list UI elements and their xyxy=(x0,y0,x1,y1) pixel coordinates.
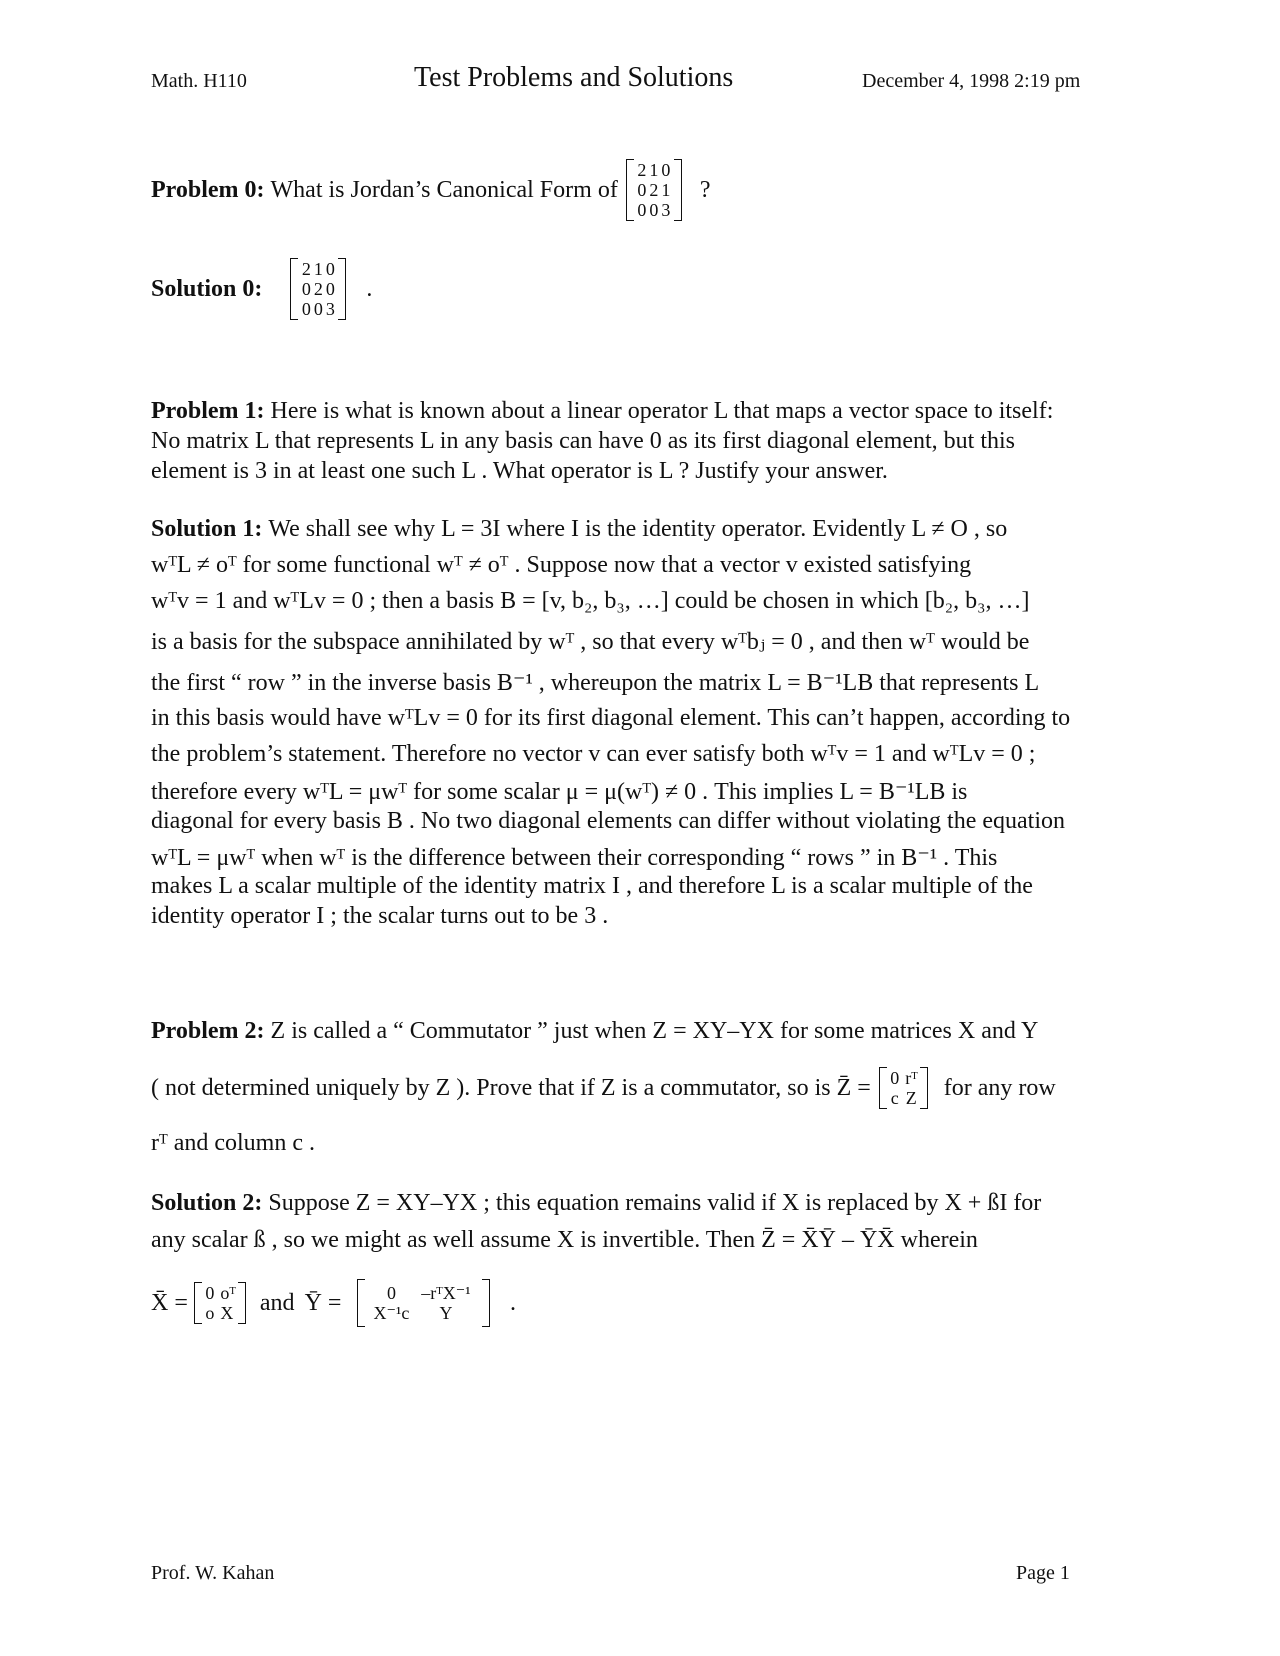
solution-1-line-5: the first “ row ” in the inverse basis B⁻¹ , whereupon the matrix L = B⁻¹LB that represents L xyxy=(151,670,1040,696)
problem-2-line-1: Problem 2: Z is called a “ Commutator ” just when Z = XY–YX for some matrices X and Y xyxy=(151,1018,1039,1044)
course-label: Math. H110 xyxy=(151,70,247,92)
solution-0-label: Solution 0: xyxy=(151,275,263,302)
solution-1-line-10: wᵀL = μwᵀ when wᵀ is the difference between their corresponding “ rows ” in B⁻¹ . This xyxy=(151,845,998,871)
xbar-matrix: 0 oᵀ o X xyxy=(194,1282,246,1324)
page-title: Test Problems and Solutions xyxy=(414,62,734,93)
problem-0-matrix: 2 1 0 0 2 1 0 0 3 xyxy=(626,159,682,221)
solution-1-line-11: makes L a scalar multiple of the identity matrix I , and therefore L is a scalar multiple of the xyxy=(151,873,1033,899)
solution-1-line-12: identity operator I ; the scalar turns out to be 3 . xyxy=(151,903,609,929)
xbar-label: X̄ = xyxy=(151,1289,188,1316)
footer-page-number: Page 1 xyxy=(1016,1562,1070,1584)
problem-2-line-3: rᵀ and column c . xyxy=(151,1130,315,1156)
solution-1-line-9: diagonal for every basis B . No two diagonal elements can differ without violating the equation xyxy=(151,808,1065,834)
solution-0-end: . xyxy=(366,275,373,302)
solution-0-matrix: 2 1 0 0 2 0 0 0 3 xyxy=(290,258,346,320)
solution-1-line-4: is a basis for the subspace annihilated by wᵀ , so that every wᵀbⱼ = 0 , and then wᵀ would be xyxy=(151,629,1030,655)
problem-1-line-2: No matrix L that represents L in any basis can have 0 as its first diagonal element, but this xyxy=(151,428,1015,454)
problem-2-line-2: ( not determined uniquely by Z ). Prove that if Z is a commutator, so is Z̄ = 0 rᵀ c Z for any row xyxy=(151,1068,1056,1108)
problem-1-label: Problem 1: xyxy=(151,398,265,424)
solution-0 xyxy=(151,248,372,330)
footer-author: Prof. W. Kahan xyxy=(151,1562,275,1584)
header-date: December 4, 1998 2:19 pm xyxy=(862,70,1081,92)
problem-1-line-3: element is 3 in at least one such L . What operator is L ? Justify your answer. xyxy=(151,458,888,484)
problem-2-matrix: 0 rᵀ c Z xyxy=(879,1067,928,1109)
solution-2-line-2: any scalar ß , so we might as well assume X is invertible. Then Z̄ = X̄Ȳ – ȲX̄ wherein xyxy=(151,1227,978,1253)
solution-2-line-3 xyxy=(151,1266,516,1340)
solution-2-label: Solution 2: xyxy=(151,1190,263,1216)
solution-1-line-1: Solution 1: We shall see why L = 3I where I is the identity operator. Evidently L ≠ O , so xyxy=(151,516,1008,542)
problem-0 xyxy=(151,150,710,230)
problem-0-label: Problem 0: xyxy=(151,176,265,203)
problem-0-text: What is Jordan’s Canonical Form of xyxy=(270,176,618,203)
solution-1-line-6: in this basis would have wᵀLv = 0 for its first diagonal element. This can’t happen, according to xyxy=(151,705,1071,731)
solution-1-line-8: therefore every wᵀL = μwᵀ for some scalar μ = μ(wᵀ) ≠ 0 . This implies L = B⁻¹LB is xyxy=(151,779,968,805)
solution-1-line-7: the problem’s statement. Therefore no vector v can ever satisfy both wᵀv = 1 and wᵀLv = 0 ; xyxy=(151,741,1036,767)
solution-1-line-3: wᵀv = 1 and wᵀLv = 0 ; then a basis B = [v, b₂, b₃, …] could be chosen in which [b₂, b₃, …] xyxy=(151,588,1030,614)
solution-2-line-1: Solution 2: Suppose Z = XY–YX ; this equation remains valid if X is replaced by X + ßI for xyxy=(151,1190,1042,1216)
and-word: and xyxy=(259,1289,295,1316)
ybar-label: Ȳ = xyxy=(304,1289,342,1316)
problem-1-line-1: Problem 1: Here is what is known about a linear operator L that maps a vector space to itself: xyxy=(151,398,1054,424)
solution-2-end: . xyxy=(509,1289,516,1316)
solution-1-label: Solution 1: xyxy=(151,516,263,542)
solution-1-line-2: wᵀL ≠ oᵀ for some functional wᵀ ≠ oᵀ . Suppose now that a vector v existed satisfying xyxy=(151,552,972,578)
problem-2-label: Problem 2: xyxy=(151,1018,265,1044)
ybar-matrix: 0 –rᵀX⁻¹ X⁻¹c Y xyxy=(357,1279,490,1327)
problem-0-end: ? xyxy=(699,176,711,203)
